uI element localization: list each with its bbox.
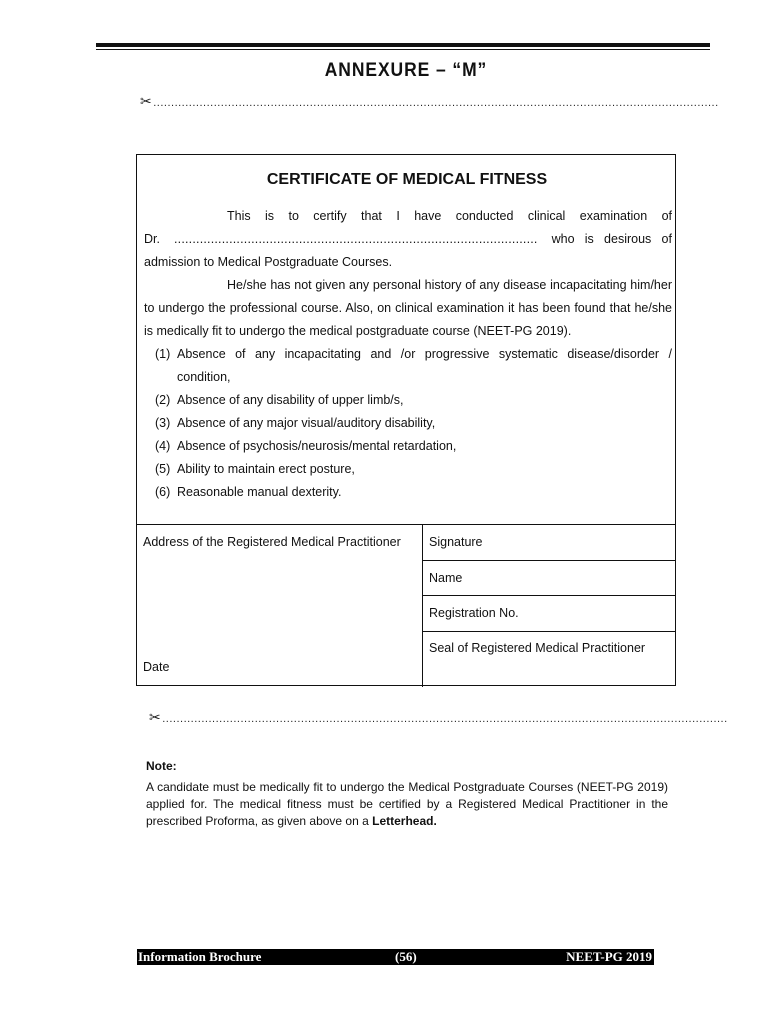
signature-cells [423,525,675,687]
seal-label: Seal of Registered Medical Practitioner [429,641,646,655]
condition-number: (5) [155,462,171,476]
annexure-title: ANNEXURE – “M” [324,60,488,81]
condition-number: (6) [155,485,171,499]
condition-number: (3) [155,416,171,430]
admission-line: admission to Medical Postgraduate Courses. [144,255,393,269]
condition-item [144,412,672,435]
condition-text: Absence of any disability of upper limb/s, [177,393,404,407]
certify-line [144,205,672,228]
signature-cell [423,525,675,561]
note-text [146,779,668,830]
note-letterhead: Letterhead. [372,814,437,828]
registration-cell [423,596,675,632]
signature-table [137,524,675,687]
address-label: Address of the Registered Medical Practitioner [143,535,401,549]
registration-label: Registration No. [429,606,519,620]
condition-number: (2) [155,393,171,407]
dr-label: Dr. [144,232,160,246]
certificate-body [144,205,672,504]
condition-text: Ability to maintain erect posture, [177,462,355,476]
conditions-list [144,343,672,504]
page-footer [137,949,654,965]
note-heading: Note: [146,759,177,773]
doctor-name-line [144,228,672,251]
condition-item [144,481,672,504]
condition-item [144,343,672,389]
condition-item [144,435,672,458]
footer-exam-label: NEET-PG 2019 [566,949,652,964]
doctor-name-blank: ................................................................................................... [173,232,538,246]
history-text: He/she has not given any personal history of any disease incapacitating him/her to undergo the professional course. Also, on clinical examination it has been found that he/she is medically fit to undergo the medical postgraduate course (NEET-PG 2019). [144,278,672,338]
cut-line-dots: ............................................................................................................................................................... [153,97,719,109]
certify-text: This is to certify that I have conducted clinical examination of [227,209,672,223]
condition-text: Absence of psychosis/neurosis/mental retardation, [177,439,457,453]
condition-item [144,458,672,481]
note-body: A candidate must be medically fit to undergo the Medical Postgraduate Courses (NEET-PG 2019) applied for. The medical fitness must be certified by a Registered Medical Practitioner in the prescribed Proforma, as given above on a [146,780,668,828]
signature-label: Signature [429,535,483,549]
condition-text: Reasonable manual dexterity. [177,485,342,499]
certificate-title: CERTIFICATE OF MEDICAL FITNESS [266,171,548,188]
scissors-icon: ✂ [149,709,162,725]
condition-text: Absence of any incapacitating and /or progressive systematic disease/disorder / condition, [177,347,672,384]
header-rule-thin [96,49,710,50]
history-paragraph [144,274,672,343]
footer-page-number: (56) [395,949,417,964]
header-rule-thick [96,43,710,47]
certificate-box [136,154,676,686]
date-label: Date [143,660,170,674]
cut-line-bottom [149,709,728,726]
cut-line-dots: ............................................................................................................................................................... [162,713,728,725]
footer-brochure-label: Information Brochure [138,949,262,964]
cut-line-top [140,93,719,110]
name-label: Name [429,571,463,585]
scissors-icon: ✂ [140,93,153,109]
desirous-text: who is desirous of [551,232,672,246]
condition-number: (4) [155,439,171,453]
condition-text: Absence of any major visual/auditory disability, [177,416,436,430]
address-cell [137,525,423,687]
seal-cell [423,632,675,687]
name-cell [423,561,675,596]
condition-item [144,389,672,412]
condition-number: (1) [155,347,171,361]
